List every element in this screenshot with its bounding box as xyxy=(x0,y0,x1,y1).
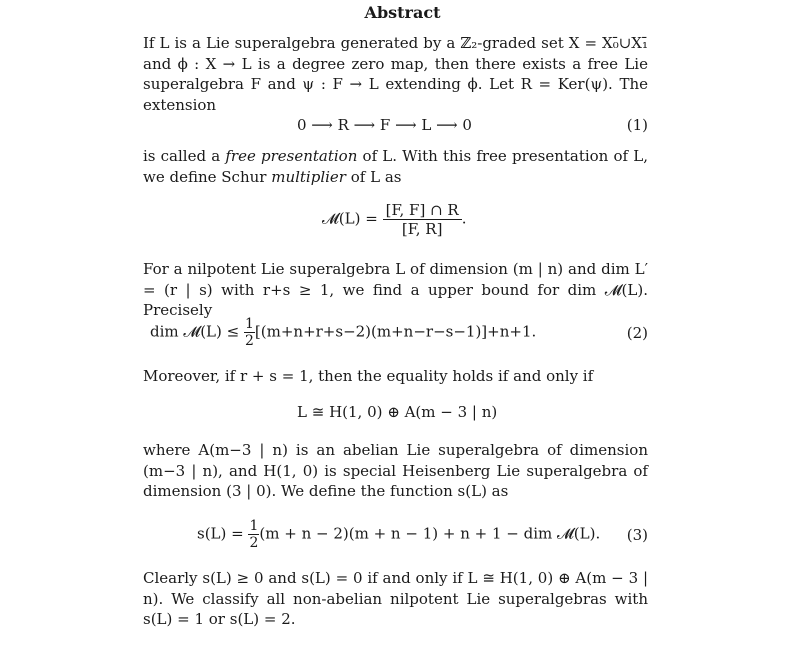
schur-period: . xyxy=(461,209,467,228)
equation-2 xyxy=(150,316,536,349)
eq3-denominator: 2 xyxy=(249,535,259,551)
eq2-denominator: 2 xyxy=(244,333,254,349)
eq3-lhs: s(L) = xyxy=(197,524,244,543)
equation-2-number: (2) xyxy=(626,324,648,342)
definition-text-c: of L as xyxy=(345,167,402,186)
schur-lhs: 𝓜(L) = xyxy=(322,209,378,228)
equation-1: 0 ⟶ R ⟶ F ⟶ L ⟶ 0 xyxy=(297,116,472,134)
equation-3-number: (3) xyxy=(626,526,648,544)
abstract-title: Abstract xyxy=(364,3,441,22)
schur-denominator: [F, R] xyxy=(401,220,443,238)
definition-text-b: of L. With this free presentation of L, we define Schur xyxy=(143,147,648,186)
bound-paragraph: For a nilpotent Lie superalgebra L of dimension (m | n) and dim L′ = (r | s) with r+s ≥ 1, we find a upper bound for dim 𝓜(L). Precisely xyxy=(143,260,648,319)
definition-text-a: is called a xyxy=(143,147,226,165)
eq2-numerator: 1 xyxy=(244,316,254,332)
eq3-numerator: 1 xyxy=(249,518,259,534)
equation-3 xyxy=(197,518,600,551)
isomorphism-equation: L ≅ H(1, 0) ⊕ A(m − 3 | n) xyxy=(297,403,498,421)
multiplier-term: multiplier xyxy=(271,167,346,186)
eq2-lhs: dim 𝓜(L) ≤ xyxy=(150,322,240,341)
heisenberg-paragraph: where A(m−3 | n) is an abelian Lie superalgebra of dimension (m−3 | n), and H(1, 0) is special Heisenberg Lie superalgebra of dimension (3 | 0). We define the function s(L) as xyxy=(143,441,648,500)
intro-paragraph: If L is a Lie superalgebra generated by a ℤ₂-graded set X = X₀̄∪X₁̄ and ϕ : X → L is a degree zero map, then there exists a free Lie superalgebra F and ψ : F → L extending ϕ. Let R = Ker(ψ). The extension xyxy=(143,34,648,114)
classification-paragraph: Clearly s(L) ≥ 0 and s(L) = 0 if and only if L ≅ H(1, 0) ⊕ A(m − 3 | n). We classify all non-abelian nilpotent Lie superalgebras with s(L) = 1 or s(L) = 2. xyxy=(143,569,648,628)
free-presentation-term: free presentation xyxy=(225,147,358,165)
equation-1-number: (1) xyxy=(626,116,648,134)
schur-fraction xyxy=(383,201,462,238)
eq3-half xyxy=(248,518,259,551)
eq3-rhs: (m + n − 2)(m + n − 1) + n + 1 − dim 𝓜(L). xyxy=(259,524,601,543)
definition-paragraph xyxy=(143,146,648,187)
eq2-rhs: [(m+n+r+s−2)(m+n−r−s−1)]+n+1. xyxy=(254,322,537,341)
eq2-half xyxy=(244,316,255,349)
schur-multiplier-equation xyxy=(322,201,467,238)
schur-numerator: [F, F] ∩ R xyxy=(383,201,462,220)
equality-paragraph: Moreover, if r + s = 1, then the equality holds if and only if xyxy=(143,367,594,385)
